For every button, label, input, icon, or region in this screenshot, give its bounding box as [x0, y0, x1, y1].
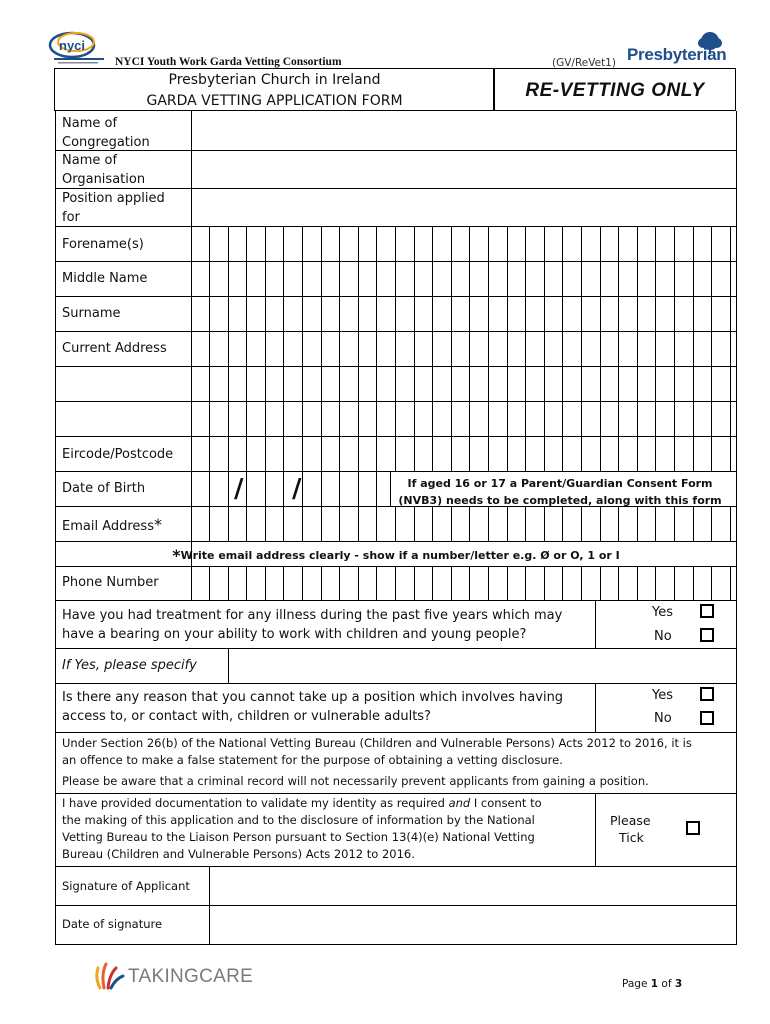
char-cell-line	[637, 506, 638, 542]
page-current: 1	[650, 978, 659, 990]
char-cell-line	[451, 226, 452, 472]
organisation-input[interactable]	[191, 151, 736, 188]
char-cell-line	[507, 506, 508, 542]
nyci-logo-text: nyci	[59, 38, 86, 53]
label-current-address: Current Address	[62, 341, 167, 356]
presbyterian-logo	[627, 32, 737, 66]
dob-separator-1: /	[234, 474, 244, 504]
char-cell-line	[395, 226, 396, 472]
char-cell-line	[618, 226, 619, 472]
char-cell-line	[562, 566, 563, 601]
char-cell-line	[674, 506, 675, 542]
consent-tick-label: Tick	[619, 830, 644, 845]
char-cell-line	[544, 506, 545, 542]
char-cell-line	[209, 471, 210, 507]
reason-no-checkbox[interactable]	[700, 711, 714, 725]
congregation-input[interactable]	[191, 114, 736, 150]
char-cell-line	[265, 471, 266, 507]
char-cell-line	[283, 471, 284, 507]
char-cell-line	[209, 566, 210, 601]
consent-line1-a: I have provided documentation to validate my identity as required	[62, 796, 449, 810]
grid-hline	[55, 683, 737, 684]
label-signature: Signature of Applicant	[62, 879, 190, 893]
char-cell-line	[283, 506, 284, 542]
char-cell-line	[674, 226, 675, 472]
char-cell-line	[469, 566, 470, 601]
illness-yes-label: Yes	[652, 605, 673, 620]
legal-line1: Under Section 26(b) of the National Vetting Bureau (Children and Vulnerable Persons) Acts 2012 to 2016, it is	[62, 736, 692, 750]
char-cell-line	[395, 506, 396, 542]
question-reason-line1: Is there any reason that you cannot take up a position which involves having	[62, 690, 564, 705]
char-cell-line	[339, 506, 340, 542]
label-dob: Date of Birth	[62, 481, 146, 496]
grid-hline	[55, 566, 737, 567]
char-cell-line	[693, 226, 694, 472]
char-cell-line	[209, 506, 210, 542]
grid-hline	[55, 296, 737, 297]
grid-hline	[55, 261, 737, 262]
form-title-line1: Presbyterian Church in Ireland	[168, 72, 381, 88]
consent-line1-b: I consent to	[470, 796, 542, 810]
char-cell-line	[321, 566, 322, 601]
char-cell-line	[600, 506, 601, 542]
char-cell-line	[376, 506, 377, 542]
char-cell-line	[711, 506, 712, 542]
form-title-line2: GARDA VETTING APPLICATION FORM	[146, 93, 403, 109]
nyci-logo	[46, 30, 112, 66]
consent-line3: Vetting Bureau to the Liaison Person pursuant to Section 13(4)(e) National Vetting	[62, 830, 535, 844]
char-cell-line	[525, 566, 526, 601]
presbyterian-logo-text: Presbyterian	[627, 45, 727, 64]
char-cell-line	[655, 566, 656, 601]
char-cell-line	[525, 506, 526, 542]
char-cell-line	[488, 506, 489, 542]
reason-yes-checkbox[interactable]	[700, 687, 714, 701]
guardian-note-line2: (NVB3) needs to be completed, along with this form	[398, 494, 722, 507]
char-cell-line	[451, 566, 452, 601]
char-cell-line	[469, 506, 470, 542]
label-email	[62, 515, 162, 536]
char-cell-line	[655, 226, 656, 472]
grid-hline	[55, 793, 737, 794]
grid-hline	[55, 541, 737, 542]
reason-yes-label: Yes	[652, 688, 673, 703]
page-total: 3	[674, 978, 683, 990]
grid-hline	[55, 436, 737, 437]
char-cell-line	[637, 566, 638, 601]
char-cell-line	[581, 226, 582, 472]
char-cell-line	[600, 566, 601, 601]
char-cell-line	[544, 566, 545, 601]
guardian-note-line1: If aged 16 or 17 a Parent/Guardian Consent Form	[407, 477, 713, 490]
char-cell-line	[414, 566, 415, 601]
label-if-yes: If Yes, please specify	[62, 658, 197, 673]
char-cell-line	[432, 226, 433, 472]
char-cell-line	[358, 226, 359, 472]
label-signature-date: Date of signature	[62, 917, 163, 931]
label-phone: Phone Number	[62, 575, 159, 590]
char-cell-line	[432, 566, 433, 601]
char-cell-line	[339, 226, 340, 472]
page-of: of	[658, 978, 675, 990]
legal-line2: an offence to make a false statement for the purpose of obtaining a vetting disclosure.	[62, 753, 563, 767]
char-cell-line	[265, 566, 266, 601]
char-cell-line	[209, 226, 210, 472]
question-reason-line2: access to, or contact with, children or vulnerable adults?	[62, 709, 431, 724]
signature-date-input[interactable]	[209, 906, 736, 944]
answer-divider	[595, 683, 596, 733]
question-illness-line1: Have you had treatment for any illness during the past five years which may	[62, 608, 563, 623]
dob-separator-2: /	[292, 474, 302, 504]
char-cell-line	[228, 226, 229, 472]
label-middle-name: Middle Name	[62, 271, 148, 286]
page-number	[622, 978, 682, 990]
consent-line1	[62, 795, 602, 812]
label-organisation: Name of Organisation	[62, 153, 146, 187]
email-note-text: Write email address clearly - show if a number/letter e.g. Ø or O, 1 or I	[180, 549, 620, 562]
char-cell-line	[228, 566, 229, 601]
form-left-border	[55, 111, 56, 945]
grid-hline	[55, 366, 737, 367]
char-cell-line	[488, 566, 489, 601]
char-cell-line	[265, 506, 266, 542]
label-surname: Surname	[62, 306, 121, 321]
char-cell-line	[544, 226, 545, 472]
email-note-asterisk: *	[172, 546, 181, 565]
consent-checkbox[interactable]	[686, 821, 700, 835]
char-cell-line	[711, 566, 712, 601]
char-cell-line	[302, 506, 303, 542]
grid-hline	[55, 600, 737, 601]
char-cell-line	[358, 471, 359, 507]
char-cell-line	[618, 566, 619, 601]
char-cell-line	[228, 471, 229, 507]
position-input[interactable]	[191, 189, 736, 226]
takingcare-logo	[92, 962, 262, 992]
guardian-consent-note	[392, 475, 728, 509]
char-cell-line	[730, 506, 731, 542]
char-cell-line	[581, 506, 582, 542]
char-cell-line	[395, 566, 396, 601]
label-divider	[191, 226, 192, 601]
label-congregation: Name of Congregation	[62, 116, 150, 150]
illness-yes-checkbox[interactable]	[700, 604, 714, 618]
char-cell-line	[711, 226, 712, 472]
char-cell-line	[339, 566, 340, 601]
char-cell-line	[730, 566, 731, 601]
answer-divider	[595, 600, 596, 649]
page-label: Page	[622, 978, 651, 990]
char-cell-line	[693, 506, 694, 542]
char-cell-line	[246, 566, 247, 601]
illness-no-label: No	[654, 629, 672, 644]
grid-hline	[55, 732, 737, 733]
char-cell-line	[228, 506, 229, 542]
label-forenames: Forename(s)	[62, 237, 144, 252]
char-cell-line	[265, 226, 266, 472]
consent-line2: the making of this application and to the disclosure of information by the National	[62, 813, 535, 827]
char-cell-line	[451, 506, 452, 542]
label-eircode: Eircode/Postcode	[62, 447, 174, 462]
hand-icon	[92, 962, 126, 990]
grid-hline	[55, 944, 737, 945]
char-cell-line	[600, 226, 601, 472]
char-cell-line	[339, 471, 340, 507]
grid-hline	[55, 331, 737, 332]
consent-please-label: Please	[610, 813, 651, 828]
char-cell-line	[637, 226, 638, 472]
char-cell-line	[302, 226, 303, 472]
label-email-text: Email Address	[62, 519, 154, 534]
char-cell-line	[302, 471, 303, 507]
illness-specify-input[interactable]	[228, 649, 736, 682]
signature-input[interactable]	[209, 867, 736, 905]
char-cell-line	[321, 226, 322, 472]
char-cell-line	[469, 226, 470, 472]
char-cell-line	[376, 566, 377, 601]
char-cell-line	[674, 566, 675, 601]
char-cell-line	[562, 506, 563, 542]
label-position: Position applied for	[62, 191, 165, 225]
form-right-border	[736, 111, 737, 945]
char-cell-line	[358, 566, 359, 601]
char-cell-line	[525, 226, 526, 472]
char-cell-line	[618, 506, 619, 542]
char-cell-line	[376, 226, 377, 472]
char-cell-line	[302, 566, 303, 601]
grid-hline	[55, 471, 737, 472]
email-instruction	[56, 546, 736, 565]
char-cell-line	[283, 226, 284, 472]
char-cell-line	[655, 506, 656, 542]
question-illness-line2: have a bearing on your ability to work with children and young people?	[62, 627, 527, 642]
re-vetting-banner: RE-VETTING ONLY	[525, 80, 705, 101]
char-cell-line	[321, 506, 322, 542]
reason-no-label: No	[654, 711, 672, 726]
char-cell-line	[376, 471, 377, 507]
consent-and: and	[448, 796, 471, 810]
char-cell-line	[693, 566, 694, 601]
guardian-note-divider	[390, 471, 391, 507]
char-cell-line	[283, 566, 284, 601]
char-cell-line	[562, 226, 563, 472]
char-cell-line	[507, 226, 508, 472]
char-cell-line	[246, 471, 247, 507]
legal-line3: Please be aware that a criminal record will not necessarily prevent applicants from gaining a position.	[62, 774, 649, 788]
char-cell-line	[432, 506, 433, 542]
char-cell-line	[414, 506, 415, 542]
consortium-title: NYCI Youth Work Garda Vetting Consortium	[115, 56, 342, 68]
email-asterisk: *	[153, 515, 162, 534]
char-cell-line	[321, 471, 322, 507]
consent-line4: Bureau (Children and Vulnerable Persons) Acts 2012 to 2016.	[62, 847, 415, 861]
char-cell-line	[507, 566, 508, 601]
char-cell-line	[246, 226, 247, 472]
char-cell-line	[358, 506, 359, 542]
char-cell-line	[246, 506, 247, 542]
grid-hline	[55, 401, 737, 402]
char-cell-line	[414, 226, 415, 472]
char-cell-line	[581, 566, 582, 601]
char-cell-line	[488, 226, 489, 472]
char-cell-line	[730, 226, 731, 472]
form-reference: (GV/ReVet1)	[552, 57, 616, 69]
illness-no-checkbox[interactable]	[700, 628, 714, 642]
takingcare-logo-text: TAKINGCARE	[128, 966, 254, 987]
